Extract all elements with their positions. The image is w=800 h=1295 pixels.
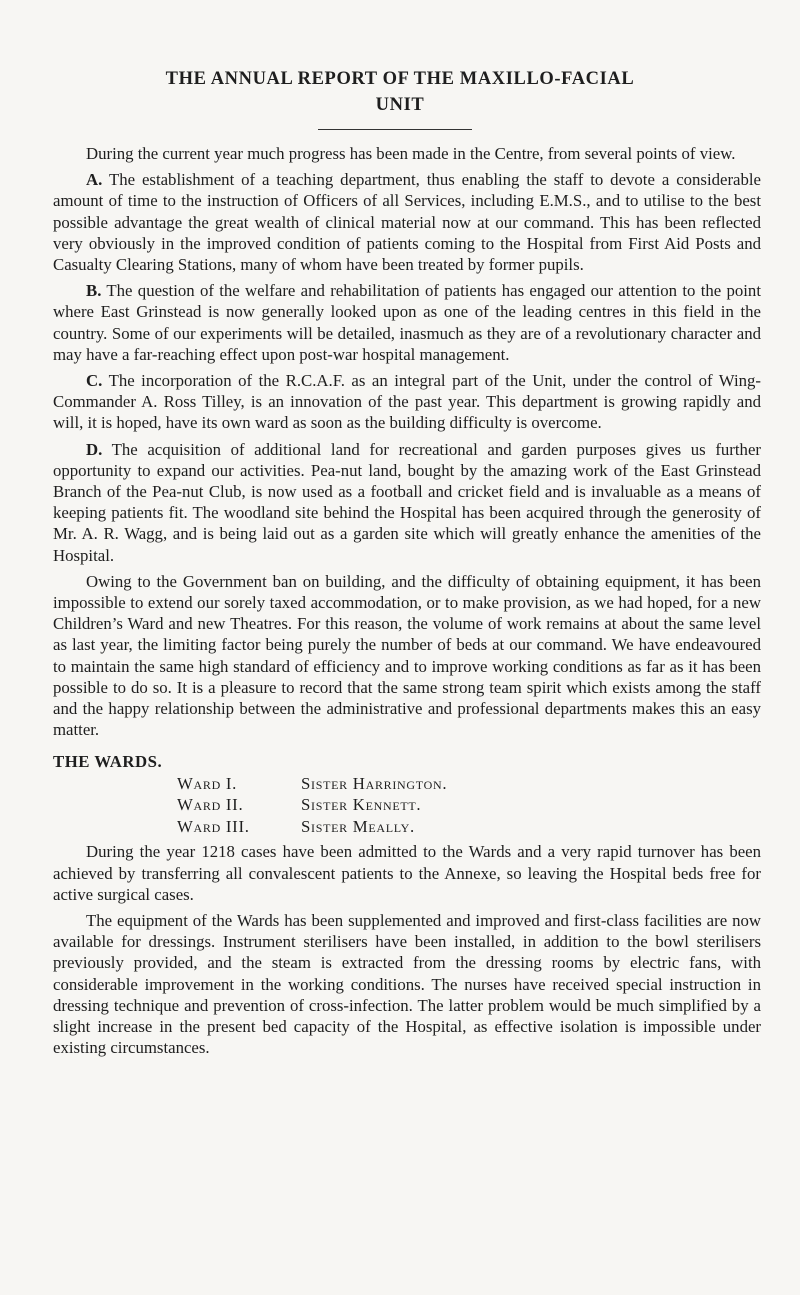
ward-sister: Sister Kennett.: [301, 795, 422, 815]
wards-list: [177, 773, 761, 838]
ward-sister: Sister Meally.: [301, 816, 415, 836]
intro-paragraph: During the current year much progress has been made in the Centre, from several points of view.: [86, 144, 736, 163]
ward-name: Ward III.: [177, 816, 250, 836]
section-d-text: The acquisition of additional land for recreational and garden purposes gives us further opportunity to expand our activities. Pea-nut land, bought by the amazing work of the East Grinstead Branch of the Pea-nut Club, is now used as a football and cricket field and is invaluable as a means of keeping patients fit. The woodland site behind the Hospital has been acquired through the generosity of Mr. A. R. Wagg, and is being laid out as a garden site which will greatly enhance the amenities of the Hospital.: [53, 439, 761, 565]
section-b-paragraph: [53, 280, 761, 365]
report-body: [53, 143, 761, 1064]
report-title: [70, 66, 730, 118]
section-c-label: C.: [86, 371, 103, 391]
section-b-label: B.: [86, 281, 102, 301]
ward-row: [177, 816, 761, 838]
section-a-label: A.: [86, 170, 103, 190]
ward-row: [177, 773, 761, 795]
section-a-text: The establishment of a teaching department, thus enabling the staff to devote a considerable amount of time to the instruction of Officers of all Services, including E.M.S., and to utilise to the best possible advantage the great wealth of clinical material now at our command. This has been reflected very obviously in the improved condition of patients coming to the Hospital from First Aid Posts and Casualty Clearing Stations, many of whom have been treated by former pupils.: [53, 170, 761, 275]
owing-paragraph: Owing to the Government ban on building, and the difficulty of obtaining equipment, it has been impossible to extend our sorely taxed accommodation, or to make provision, as we had hoped, for a new Children’s Ward and new Theatres. For this reason, the volume of work remains at about the same level as last year, the limiting factor being purely the number of beds at our command. We have endeavoured to maintain the same high standard of efficiency and to improve working conditions as far as it has been possible to do so. It is a pleasure to record that the same strong team spirit which exists among the staff and the happy relationship between the administrative and professional departments makes this an easy matter.: [53, 571, 761, 740]
title-divider: [318, 129, 472, 130]
wards-heading: THE WARDS.: [53, 752, 163, 772]
section-a-paragraph: [53, 169, 761, 275]
section-d-paragraph: [53, 439, 761, 566]
wards-paragraph-1: During the year 1218 cases have been admitted to the Wards and a very rapid turnover has been achieved by transferring all convalescent patients to the Annexe, so leaving the Hospital beds free for active surgical cases.: [53, 842, 761, 904]
ward-sister: Sister Harrington.: [301, 773, 448, 793]
section-c-paragraph: [53, 370, 761, 434]
ward-name: Ward I.: [177, 773, 238, 793]
section-b-text: The question of the welfare and rehabilitation of patients has engaged our attention to the point where East Grinstead is now generally looked upon as one of the leading centres in this field in the country. Some of our experiments will be detailed, inasmuch as they are of a revolutionary character and may have a far-reaching effect upon post-war hospital management.: [53, 281, 761, 364]
wards-paragraph-2: The equipment of the Wards has been supplemented and improved and first-class facilities are now available for dressings. Instrument sterilisers have been installed, in addition to the bowl sterilisers previously provided, and the steam is extracted from the dressing rooms by electric fans, with considerable improvement in the working conditions. The nurses have received special instruction in dressing technique and prevention of cross-infection. The latter problem would be much simplified by a slight increase in the present bed capacity of the Hospital, as effective isolation is impossible under existing circumstances.: [53, 911, 761, 1058]
title-line-1: THE ANNUAL REPORT OF THE MAXILLO-FACIAL: [165, 69, 635, 89]
section-c-text: The incorporation of the R.C.A.F. as an integral part of the Unit, under the control of Wing-Commander A. Ross Tilley, is an innovation of the past year. This department is growing rapidly and will, it is hoped, have its own ward as soon as the building difficulty is overcome.: [53, 371, 761, 433]
ward-row: [177, 794, 761, 816]
section-d-label: D.: [86, 439, 103, 459]
ward-name: Ward II.: [177, 795, 244, 815]
title-line-2: UNIT: [375, 95, 425, 115]
